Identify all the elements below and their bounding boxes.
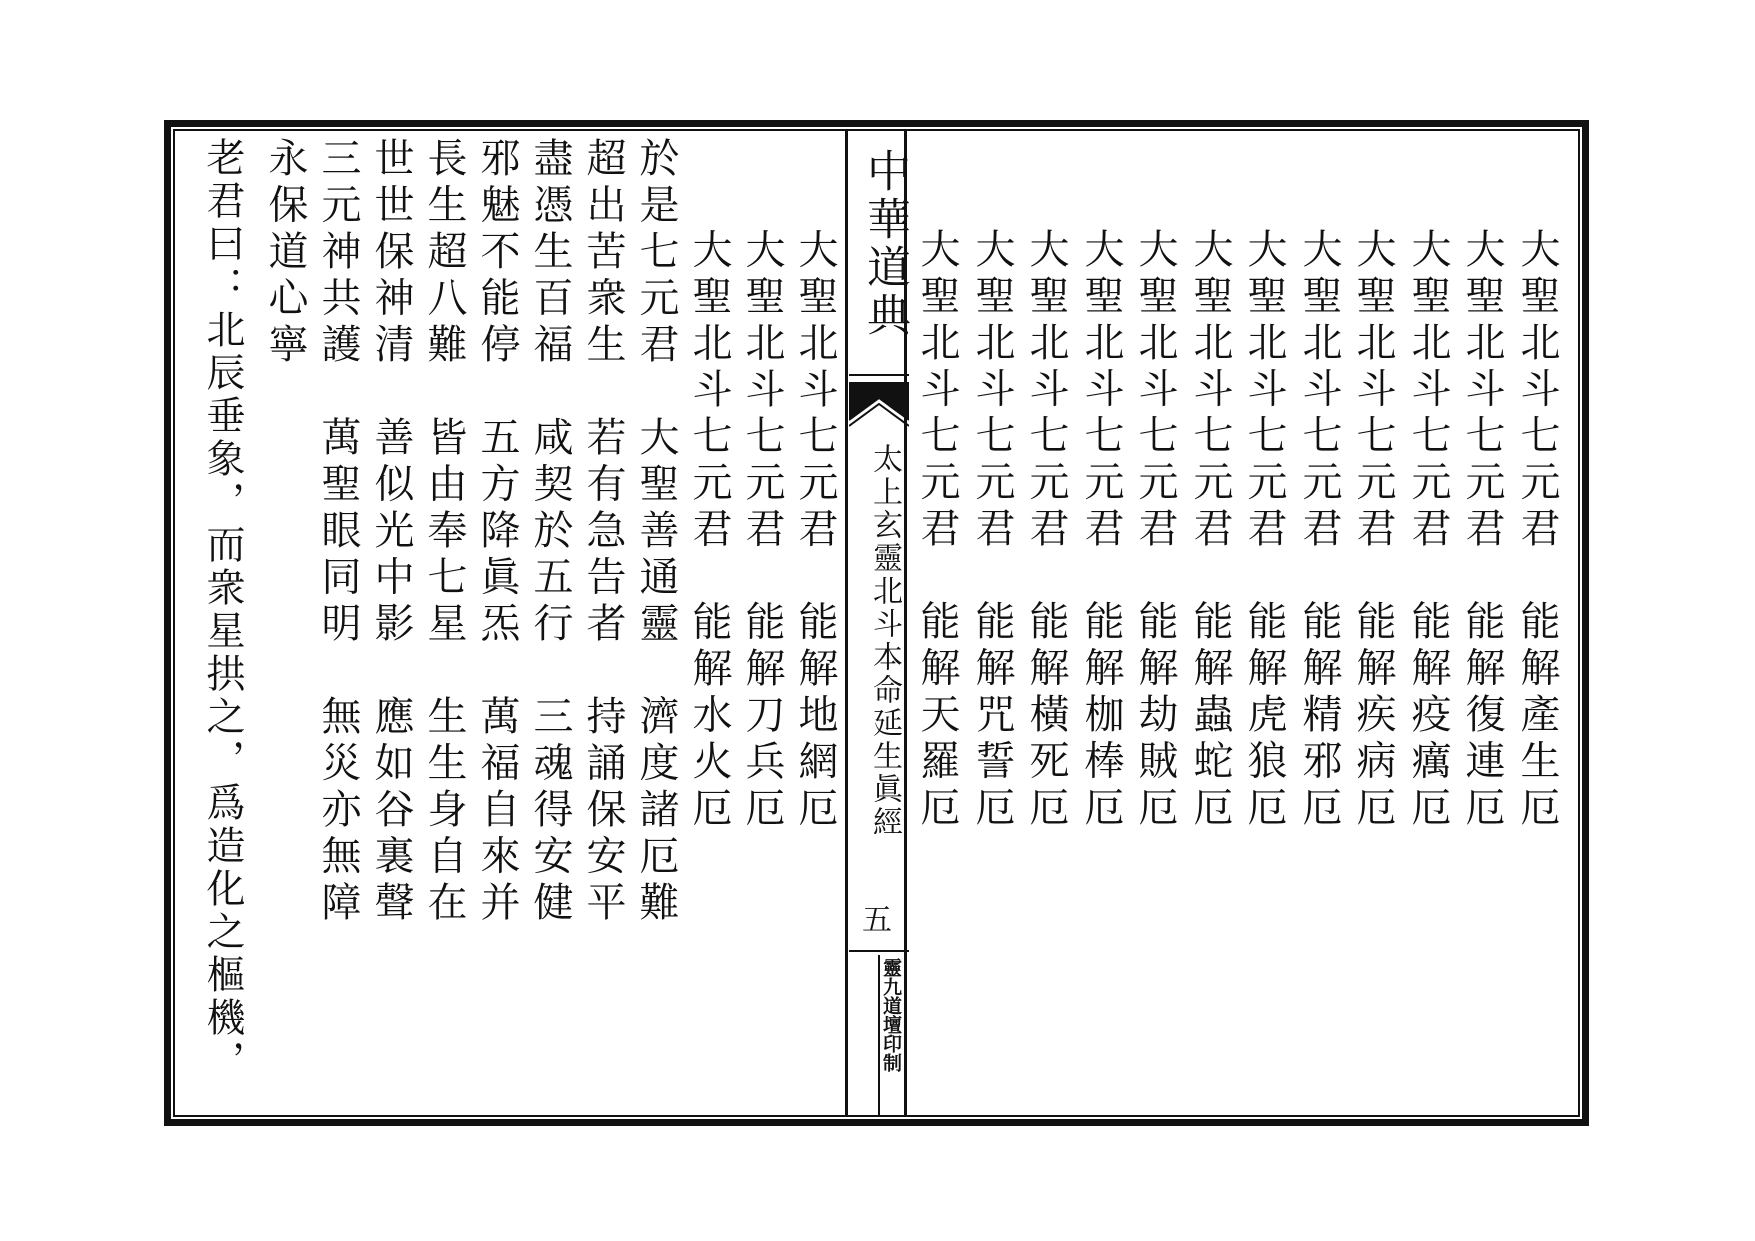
- book-title: 中華道典: [859, 148, 910, 340]
- text-column: 永保道心寧: [262, 137, 308, 370]
- text-column: 大聖北斗七元君 能解天羅厄: [914, 228, 960, 833]
- text-column: 大聖北斗七元君 能解水火厄: [686, 182, 732, 833]
- text-column: 大聖北斗七元君 能解劫賊厄: [1132, 228, 1178, 833]
- text-column: 邪魅不能停 五方降眞炁 萬福自來并: [474, 137, 520, 928]
- text-column: 大聖北斗七元君 能解橫死厄: [1023, 228, 1069, 833]
- title-rule: [849, 374, 909, 376]
- text-column: 大聖北斗七元君 能解疫癘厄: [1405, 228, 1451, 833]
- text-column: 大聖北斗七元君 能解咒誓厄: [969, 228, 1015, 833]
- text-column: 長生超八難 皆由奉七星 生生身自在: [421, 137, 467, 928]
- text-column: 大聖北斗七元君 能解蟲蛇厄: [1187, 228, 1233, 833]
- text-column: 三元神共護 萬聖眼同明 無災亦無障: [315, 137, 361, 928]
- text-column: 於是七元君 大聖善通靈 濟度諸厄難: [633, 137, 679, 928]
- page-number: 五: [862, 903, 892, 938]
- text-column: 大聖北斗七元君 能解精邪厄: [1296, 228, 1342, 833]
- text-column: 超出苦衆生 若有急告者 持誦保安平: [580, 137, 626, 928]
- text-column: 大聖北斗七元君 能解虎狼厄: [1241, 228, 1287, 833]
- text-column: 大聖北斗七元君 能解枷棒厄: [1078, 228, 1124, 833]
- text-column: 大聖北斗七元君 能解產生厄: [1514, 228, 1560, 833]
- fishtail-ornament-icon: [849, 380, 909, 428]
- text-column: 老君曰：北辰垂象，而衆星拱之，爲造化之樞機，: [200, 137, 245, 1083]
- printer-mark: 靈九道壇印制: [880, 958, 902, 1072]
- text-column: 盡憑生百福 咸契於五行 三魂得安健: [527, 137, 573, 928]
- gutter-left-line: [845, 131, 848, 1115]
- text-column: 大聖北斗七元君 能解刀兵厄: [739, 182, 785, 833]
- text-column: 大聖北斗七元君 能解地網厄: [792, 182, 838, 833]
- text-column: 大聖北斗七元君 能解復連厄: [1459, 228, 1505, 833]
- text-column: 大聖北斗七元君 能解疾病厄: [1350, 228, 1396, 833]
- text-column: 世世保神清 善似光中影 應如谷裏聲: [368, 137, 414, 928]
- scripture-title: 太上玄靈北斗本命延生眞經: [867, 443, 902, 839]
- page-number-rule: [849, 950, 909, 952]
